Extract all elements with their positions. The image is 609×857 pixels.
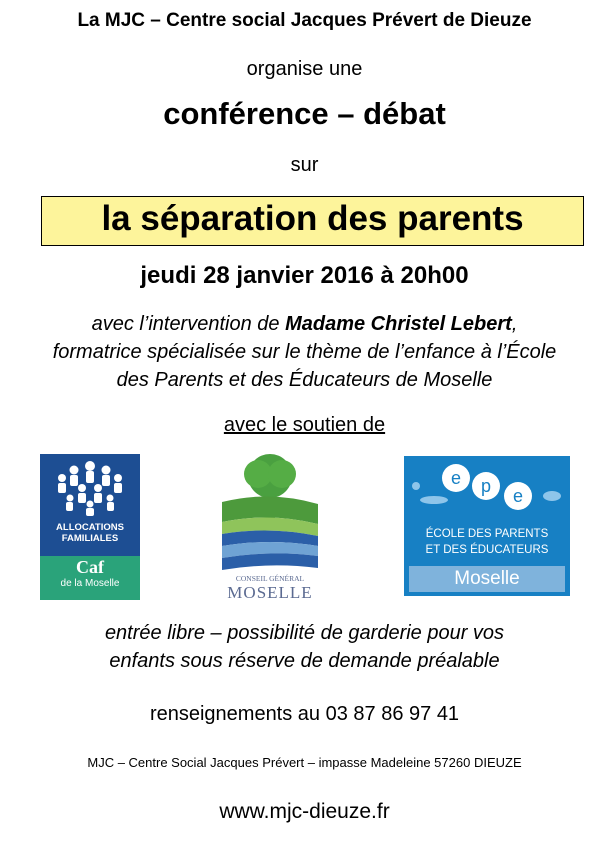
website-link[interactable]: www.mjc-dieuze.fr xyxy=(219,800,390,823)
caf-logo xyxy=(40,454,140,600)
speaker-line-1 xyxy=(0,313,609,336)
speaker-comma: , xyxy=(511,313,518,335)
caf-family-icon xyxy=(40,454,140,520)
support-heading: avec le soutien de xyxy=(223,414,386,436)
cg-line-2: MOSELLE xyxy=(227,583,313,602)
epe-line-1: ÉCOLE DES PARENTS xyxy=(425,528,549,540)
speaker-name: Madame Christel Lebert xyxy=(285,313,512,335)
epe-region: Moselle xyxy=(409,566,565,592)
epe-line-2: ET DES ÉDUCATEURS xyxy=(425,544,549,556)
topic-box xyxy=(41,196,584,246)
speaker-line-2: formatrice spécialisée sur le thème de l’enfance à l’École xyxy=(52,341,557,363)
event-date: jeudi 28 janvier 2016 à 20h00 xyxy=(140,262,469,289)
organise-text: organise une xyxy=(246,58,363,80)
caf-name: Caf xyxy=(76,557,104,577)
cg-line-1: CONSEIL GÉNÉRAL xyxy=(235,574,305,583)
address-line: MJC – Centre Social Jacques Prévert – impasse Madeleine 57260 DIEUZE xyxy=(87,755,522,770)
topic-title: la séparation des parents xyxy=(101,199,524,238)
info-line-1: entrée libre – possibilité de garderie pour vos xyxy=(104,622,505,644)
speaker-intro: avec l’intervention de xyxy=(91,313,286,335)
info-line-2: enfants sous réserve de demande préalable xyxy=(109,650,500,672)
event-type-title: conférence – débat xyxy=(163,96,446,131)
caf-line-2: FAMILIALES xyxy=(61,533,119,544)
tree-landscape-icon xyxy=(220,452,320,572)
conseil-general-logo xyxy=(220,452,320,602)
epe-logo xyxy=(404,456,570,596)
epe-bubble-3: e xyxy=(512,486,524,506)
organizer-line: La MJC – Centre social Jacques Prévert de Dieuze xyxy=(77,10,532,31)
speaker-line-3: des Parents et des Éducateurs de Moselle xyxy=(116,369,493,391)
epe-bubble-2: p xyxy=(480,476,492,496)
caf-line-1: ALLOCATIONS xyxy=(56,522,124,533)
caf-region: de la Moselle xyxy=(60,578,120,589)
epe-bubbles-icon xyxy=(404,456,570,526)
phone-line: renseignements au 03 87 86 97 41 xyxy=(149,703,460,725)
sur-text: sur xyxy=(290,154,319,176)
epe-bubble-1: e xyxy=(450,468,462,488)
